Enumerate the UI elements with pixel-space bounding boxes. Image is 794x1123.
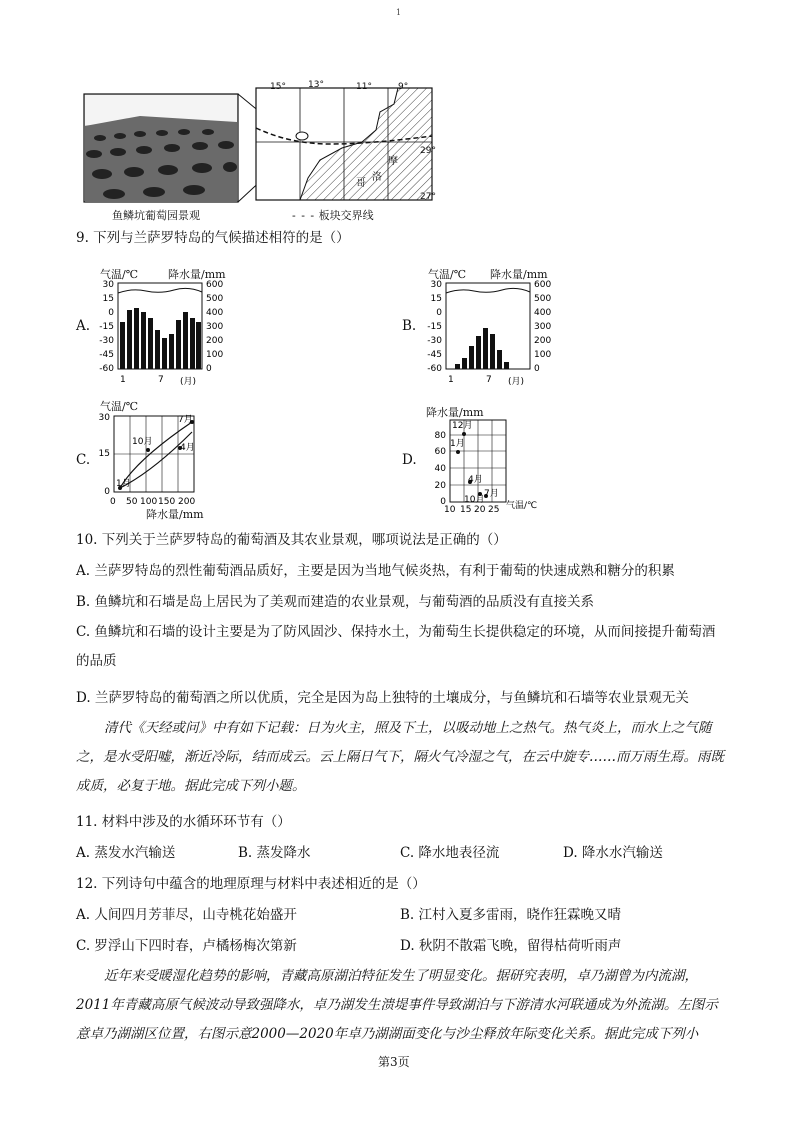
a-right-tick: 300 [206, 322, 224, 332]
c-x-tick: 50 [126, 497, 138, 506]
q12-option-a: A. 人间四月芳菲尽，山寺桃花始盛开 [76, 907, 297, 923]
a-right-tick: 100 [206, 350, 224, 360]
d-point-oct: 10月 [464, 495, 485, 505]
q12-option-b: B. 江村入夏多雷雨，晓作狂霖晚又晴 [400, 907, 622, 923]
b-x-tick: 7 [486, 375, 492, 385]
b-right-tick: 100 [534, 350, 552, 360]
d-point-jul: 7月 [484, 489, 499, 499]
q10-option-b: B. 鱼鳞坑和石墙是岛上居民为了美观而建造的农业景观，与葡萄酒的品质没有直接关系 [76, 594, 595, 610]
page-number: 第3页 [378, 1055, 410, 1069]
c-y-tick: 30 [98, 413, 110, 423]
legend-dash-icon: - - - [292, 209, 316, 222]
a-left-tick: -60 [99, 364, 114, 374]
lat-29: 29° [420, 146, 436, 156]
b-left-tick: -30 [427, 336, 442, 346]
top-figure [80, 78, 450, 228]
d-y-tick: 80 [434, 431, 446, 441]
lon-9: 9° [398, 82, 409, 92]
d-x-label: 气温/℃ [506, 501, 538, 511]
a-left-tick: -30 [99, 336, 114, 346]
q9-option-c-label: C. [76, 452, 91, 468]
q11-option-d: D. 降水水汽输送 [563, 845, 663, 861]
q11-option-b: B. 蒸发降水 [238, 845, 311, 861]
b-left-tick: -45 [427, 350, 442, 360]
a-right-tick: 400 [206, 308, 224, 318]
lon-15: 15° [270, 82, 286, 92]
photo-caption: 鱼鳞坑葡萄园景观 [112, 209, 200, 222]
q10-stem: 10. 下列关于兰萨罗特岛的葡萄酒及其农业景观，哪项说法是正确的（） [76, 532, 507, 548]
q10-option-a: A. 兰萨罗特岛的烈性葡萄酒品质好，主要是因为当地气候炎热，有利于葡萄的快速成熟和糖分的积累 [76, 563, 675, 579]
b-right-tick: 300 [534, 322, 552, 332]
material-1: 清代《天经或问》中有如下记载：日为火主，照及下土，以吸动地上之热气。热气炎上，而水上之气随之，是水受阳嘘，渐近冷际，结而成云。云上隔日气下，隔火气冷湿之气，在云中旋专……而万雨生焉。雨既成质，必复于地。据此完成下列小题。 [76, 720, 724, 794]
region-char-3: 哥 [356, 178, 366, 189]
a-left-tick: 30 [102, 280, 114, 290]
q10-option-d: D. 兰萨罗特岛的葡萄酒之所以优质，完全是因为岛上独特的土壤成分，与鱼鳞坑和石墙等农业景观无关 [76, 690, 689, 706]
q9-a-temp-label: 气温/℃ [100, 268, 139, 281]
q11-stem: 11. 材料中涉及的水循环环节有（） [76, 814, 291, 830]
d-y-tick: 0 [440, 497, 446, 507]
c-point-jan: 1月 [116, 479, 131, 489]
q9-option-d-label: D. [402, 452, 417, 468]
b-left-tick: 0 [436, 308, 442, 318]
b-left-tick: -15 [427, 322, 442, 332]
lon-11: 11° [356, 82, 372, 92]
header-mark: 1 [396, 8, 402, 17]
q10-option-c: C. 鱼鳞坑和石墙的设计主要是为了防风固沙、保持水土，为葡萄生长提供稳定的环境，从而间接提升葡萄酒的品质 [76, 624, 716, 669]
c-point-oct: 10月 [132, 437, 153, 447]
b-right-tick: 200 [534, 336, 552, 346]
b-left-tick: 15 [430, 294, 442, 304]
q12-option-d: D. 秋阴不散霜飞晚，留得枯荷听雨声 [400, 938, 622, 954]
q12-option-c: C. 罗浮山下四时春，卢橘杨梅次第新 [76, 938, 297, 954]
d-point-jan: 1月 [450, 439, 465, 449]
c-x-tick: 200 [178, 497, 196, 506]
q12-stem: 12. 下列诗句中蕴含的地理原理与材料中表述相近的是（） [76, 876, 426, 892]
b-left-tick: -60 [427, 364, 442, 374]
q9-c-x-label: 降水量/mm [146, 508, 204, 521]
c-x-tick: 100 [140, 497, 158, 506]
q9-option-b-label: B. [402, 318, 417, 334]
lat-27: 27° [420, 192, 436, 202]
d-x-tick: 20 [474, 505, 486, 512]
map-legend [292, 207, 374, 223]
b-right-tick: 500 [534, 294, 552, 304]
c-x-tick: 150 [158, 497, 176, 506]
b-x-unit: (月) [508, 377, 525, 387]
c-x-tick: 0 [110, 497, 116, 506]
q9-stem: 9. 下列与兰萨罗特岛的气候描述相符的是（） [76, 230, 350, 246]
q9-option-b-chart[interactable] [420, 278, 570, 388]
d-y-tick: 60 [434, 447, 446, 457]
lon-13: 13° [308, 80, 324, 90]
q11-option-c: C. 降水地表径流 [400, 845, 500, 861]
q9-option-c-chart[interactable] [96, 410, 226, 506]
b-right-tick: 600 [534, 280, 552, 290]
b-right-tick: 0 [534, 364, 540, 374]
d-point-apr: 4月 [468, 475, 483, 485]
material-2: 近年来受暖湿化趋势的影响，青藏高原湖泊特征发生了明显变化。据研究表明，卓乃湖曾为内流湖，2011年青藏高原气候波动导致强降水，卓乃湖发生溃堤事件导致湖泊与下游清水河联通成为外流湖。左图示意卓乃湖湖区位置，右图示意2000—2020年卓乃湖湖面变化与沙尘释放年际变化关系。据此完成下列小 [76, 968, 718, 1042]
a-right-tick: 0 [206, 364, 212, 374]
q9-option-a-label: A. [76, 318, 91, 334]
q9-option-d-chart[interactable] [424, 416, 554, 512]
a-right-tick: 600 [206, 280, 224, 290]
a-right-tick: 200 [206, 336, 224, 346]
q9-b-temp-label: 气温/℃ [428, 268, 467, 281]
q9-c-y-label: 气温/℃ [100, 400, 139, 413]
a-left-tick: 0 [108, 308, 114, 318]
a-left-tick: 15 [102, 294, 114, 304]
legend-text: 板块交界线 [318, 209, 374, 222]
a-x-unit: (月) [180, 377, 197, 387]
c-y-tick: 0 [104, 487, 110, 497]
d-x-tick: 15 [460, 505, 472, 512]
q9-d-y-label: 降水量/mm [426, 406, 484, 419]
c-point-apr: 4月 [180, 443, 195, 453]
b-x-tick: 1 [448, 375, 454, 385]
c-point-jul: 7月 [178, 415, 193, 425]
d-point-dec: 12月 [452, 421, 473, 431]
b-right-tick: 400 [534, 308, 552, 318]
b-left-tick: 30 [430, 280, 442, 290]
a-right-tick: 500 [206, 294, 224, 304]
a-left-tick: -45 [99, 350, 114, 360]
region-char-2: 洛 [372, 172, 382, 183]
d-x-tick: 25 [488, 505, 500, 512]
a-left-tick: -15 [99, 322, 114, 332]
region-char-1: 摩 [388, 156, 398, 167]
d-y-tick: 20 [434, 481, 446, 491]
island-shape [296, 132, 308, 140]
q9-option-a-chart[interactable] [92, 278, 242, 388]
q9-b-prec-label: 降水量/mm [490, 268, 548, 281]
d-x-tick: 10 [444, 505, 456, 512]
q9-a-prec-label: 降水量/mm [168, 268, 226, 281]
c-y-tick: 15 [98, 449, 110, 459]
q11-option-a: A. 蒸发水汽输送 [76, 845, 176, 861]
a-x-tick: 7 [158, 375, 164, 385]
d-y-tick: 40 [434, 464, 446, 474]
a-x-tick: 1 [120, 375, 126, 385]
